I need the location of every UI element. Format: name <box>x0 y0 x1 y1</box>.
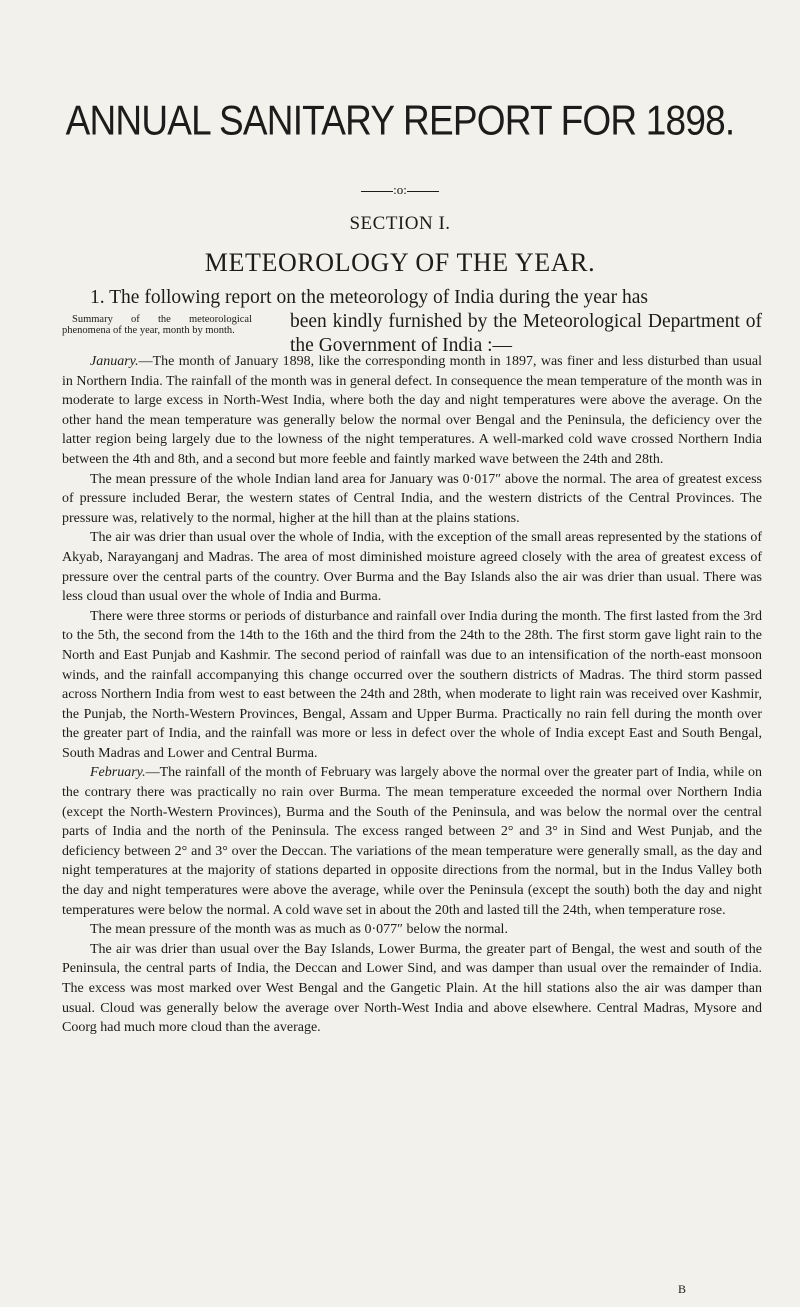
margin-note: Summary of the meteorological phenomena of the year, month by month. <box>62 314 252 336</box>
separator-dash-left <box>361 191 393 192</box>
intro-first-line: 1. The following report on the meteorology of India during the year has <box>90 287 648 308</box>
month-label-january: January. <box>90 354 139 369</box>
paragraph-january-1 <box>62 352 762 470</box>
paragraph-february-1 <box>62 763 762 920</box>
separator-dash-right <box>407 191 439 192</box>
intro-second-block <box>62 310 762 354</box>
paragraph-february-2: The mean pressure of the month was as much as 0·077″ below the normal. <box>90 922 508 938</box>
section-title: METEOROLOGY OF THE YEAR. <box>204 248 596 277</box>
paragraph-text: —The month of January 1898, like the corresponding month in 1897, was finer and less disturbed than usual in Northern India. The rainfall of the month was in general defect. In consequence the mean temperature of the month was in moderate to large excess in North-West India, where both the day and night temperatures were above the average. On the other hand the mean temperature was generally below the normal over Bengal and the Peninsula, the deficiency over the latter region being largely due to the lowness of the night temperatures. A well-marked cold wave crossed Northern India between the 4th and 8th, and a second but more feeble and faintly marked wave between the 24th and 28th. <box>62 354 762 467</box>
intro-paragraph <box>62 286 762 354</box>
paragraph-january-3: The air was drier than usual over the whole of India, with the exception of the small areas represented by the stations of Akyab, Narayanganj and Madras. The area of most diminished moisture agreed closely with the area of greatest excess of pressure over the central parts of the country. Over Burma and the Bay Islands also the air was drier than usual. There was less cloud than usual over the whole of India and Burma. <box>62 530 762 605</box>
separator-mark: :o: <box>393 182 407 197</box>
signature-mark: B <box>678 1282 687 1296</box>
paragraph-january-4: There were three storms or periods of disturbance and rainfall over India during the month. The first lasted from the 3rd to the 5th, the second from the 14th to the 16th and the third from the 24th to the 28th. The first storm gave light rain to the North and East Punjab and Kashmir. The second period of rainfall was due to an intensification of the north-east monsoon winds, and the rainfall accompanying this change occurred over the southern districts of Madras. The third storm passed across Northern India from west to east between the 24th and 28th, when moderate to light rain was received over Kashmir, the Punjab, the North-Western Provinces, Bengal, Assam and Upper Burma. Practically no rain fell during the month over the greater part of India, and the rainfall was more or less in defect over the whole of India except East and South Bengal, South Madras and Lower and Central Burma. <box>62 608 762 761</box>
intro-continuation: been kindly furnished by the Meteorological Department of the Government of India :— <box>290 311 762 356</box>
title-separator <box>0 182 800 198</box>
report-title: ANNUAL SANITARY REPORT FOR 1898. <box>65 97 735 144</box>
paragraph-january-2: The mean pressure of the whole Indian land area for January was 0·017″ above the normal. The area of greatest excess of pressure included Berar, the western states of Central India, and the western districts of the Central Provinces. The pressure was, relatively to the normal, higher at the hill than at the plains stations. <box>62 471 762 526</box>
paragraph-february-3: The air was drier than usual over the Bay Islands, Lower Burma, the greater part of Bengal, the west and south of the Peninsula, the central parts of India, the Deccan and Lower Sind, and was damper than usual over the remainder of India. The excess was most marked over West Bengal and the Gangetic Plain. At the hill stations also the air was damper than usual. Cloud was generally below the average over North-West India and above elsewhere. Central Madras, Mysore and Coorg had much more cloud than the average. <box>62 941 762 1036</box>
report-body <box>62 352 762 1038</box>
section-number: SECTION I. <box>349 213 451 234</box>
month-label-february: February. <box>90 765 146 781</box>
paragraph-text: —The rainfall of the month of February was largely above the normal over the greater part of India, while on the contrary there was practically no rain over Burma. The mean temperature exceeded the normal over Northern India (except the North-Western Provinces), Burma and the South of the Peninsula, and was below the normal over the central parts of India and the north of the Peninsula. The excess ranged between 2° and 3° in Sind and West Punjab, and the deficiency between 2° and 3° over the Deccan. The variations of the mean temperature were generally small, as the day and night temperatures at the majority of stations departed in opposite directions from the normal, but in the Indus Valley both the day and night temperatures were above the average, while over the Peninsula (except the south) both the day and night temperatures were below the normal. A cold wave set in about the 20th and lasted till the 24th, when temperature rose. <box>62 765 762 918</box>
